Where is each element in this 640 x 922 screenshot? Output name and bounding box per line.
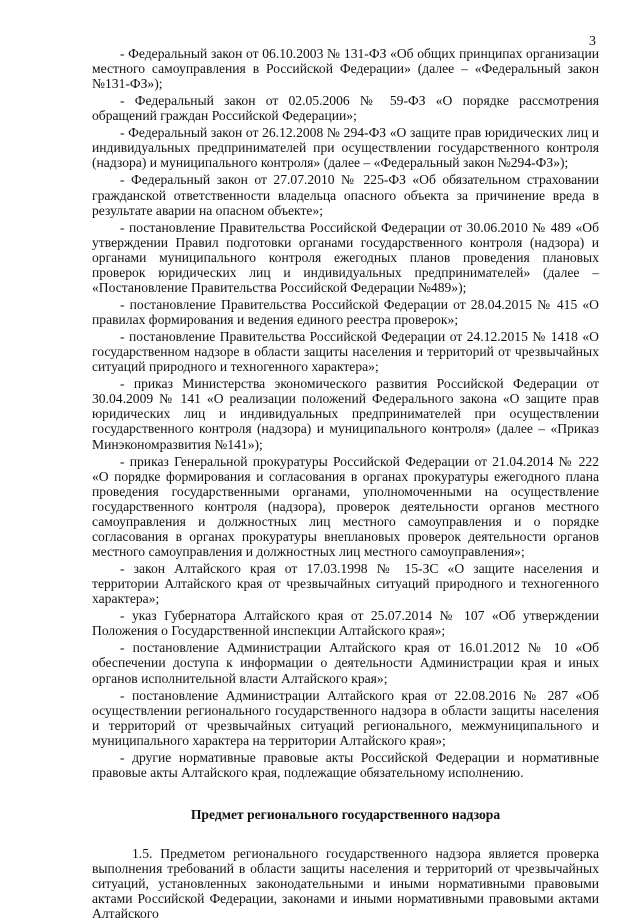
- list-item: - постановление Правительства Российской Федерации от 28.04.2015 № 415 «О правилах формирования и ведения единого реестра проверок»;: [92, 296, 599, 328]
- list-item: - постановление Администрации Алтайского края от 16.01.2012 № 10 «Об обеспечении доступа к информации о деятельности Администрации края и иных органов исполнительной власти Алтайского края»;: [92, 640, 599, 686]
- list-item: - постановление Правительства Российской Федерации от 24.12.2015 № 1418 «О государственном надзоре в области защиты населения и территорий от чрезвычайных ситуаций природного и техногенного характера»;: [92, 329, 599, 375]
- list-item: - приказ Генеральной прокуратуры Российской Федерации от 21.04.2014 № 222 «О порядке формирования и согласования в органах прокуратуры ежегодного плана проведения государственными органами, уполномоченными на осуществление государственного контроля (надзора), проверок деятельности органов местного самоуправления и должностных лиц местного самоуправления и о порядке согласования в органах прокуратуры внеплановых проверок деятельности органов местного самоуправления и должностных лиц местного самоуправления»;: [92, 453, 599, 560]
- document-body: [92, 46, 599, 922]
- section-heading: Предмет регионального государственного надзора: [190, 806, 501, 822]
- page-number: 3: [589, 34, 596, 49]
- list-item: - постановление Администрации Алтайского края от 22.08.2016 № 287 «Об осуществлении регионального государственного надзора в области защиты населения и территорий от чрезвычайных ситуаций регионального, межмуниципального и муниципального характера на территории Алтайского края»;: [92, 687, 599, 748]
- list-item: - Федеральный закон от 06.10.2003 № 131-ФЗ «Об общих принципах организации местного самоуправления в Российской Федерации» (далее – «Федеральный закон №131-ФЗ»);: [92, 46, 599, 92]
- list-item: - Федеральный закон от 02.05.2006 № 59-ФЗ «О порядке рассмотрения обращений граждан Российской Федерации»;: [92, 93, 599, 124]
- body-paragraph: 1.5. Предметом регионального государственного надзора является проверка выполнения требований в области защиты населения и территорий от чрезвычайных ситуаций, установленных законодательными и иными нормативными правовыми актами Российской Федерации, законами и иными нормативными правовыми актами Алтайского: [92, 846, 599, 922]
- list-item: - закон Алтайского края от 17.03.1998 № 15-ЗС «О защите населения и территории Алтайского края от чрезвычайных ситуаций природного и техногенного характера»;: [92, 561, 599, 607]
- list-item: - приказ Министерства экономического развития Российской Федерации от 30.04.2009 № 141 «О реализации положений Федерального закона «О защите прав юридических лиц и индивидуальных предпринимателей при осуществлении государственного контроля (надзора) и муниципального контроля» (далее – «Приказ Минэкономразвития №141»);: [92, 376, 599, 452]
- list-item: - указ Губернатора Алтайского края от 25.07.2014 № 107 «Об утверждении Положения о Государственной инспекции Алтайского края»;: [92, 608, 599, 639]
- list-item: - Федеральный закон от 26.12.2008 № 294-ФЗ «О защите прав юридических лиц и индивидуальных предпринимателей при осуществлении государственного контроля (надзора) и муниципального контроля» (далее – «Федеральный закон №294-ФЗ»);: [92, 125, 599, 171]
- list-item: - постановление Правительства Российской Федерации от 30.06.2010 № 489 «Об утверждении Правил подготовки органами государственного контроля (надзора) и органами муниципального контроля ежегодных планов проведения плановых проверок юридических лиц и индивидуальных предпринимателей» (далее – «Постановление Правительства Российской Федерации №489»);: [92, 219, 599, 295]
- list-item: - другие нормативные правовые акты Российской Федерации и нормативные правовые акты Алтайского края, подлежащие обязательному исполнению.: [92, 749, 599, 780]
- list-item: - Федеральный закон от 27.07.2010 № 225-ФЗ «Об обязательном страховании гражданской ответственности владельца опасного объекта за причинение вреда в результате аварии на опасном объекте»;: [92, 172, 599, 218]
